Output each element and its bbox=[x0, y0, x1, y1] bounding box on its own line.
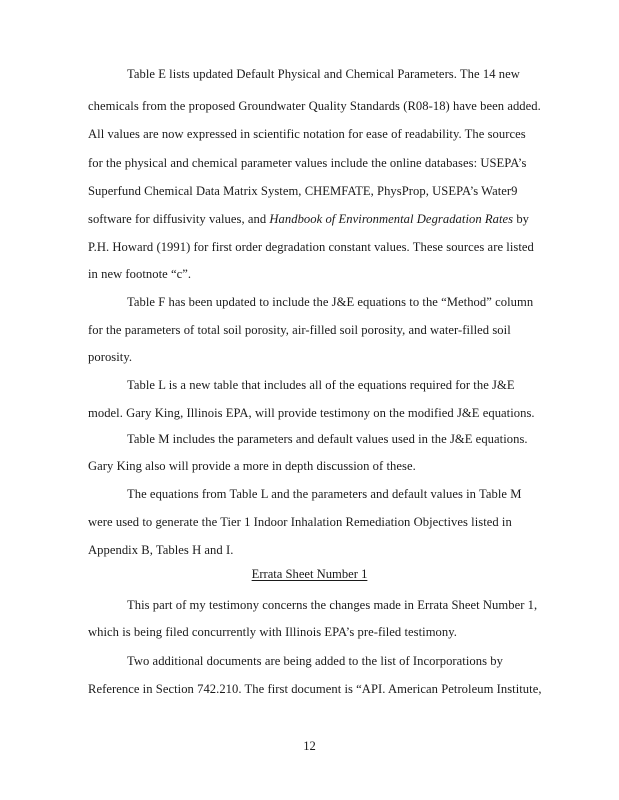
text-line bbox=[0, 96, 619, 116]
text-line bbox=[0, 540, 619, 560]
text-line bbox=[0, 622, 619, 642]
line-text: porosity. bbox=[88, 350, 133, 364]
line-text: for the physical and chemical parameter values include the online databases: USEPA’s bbox=[88, 156, 527, 170]
text-line bbox=[0, 264, 619, 284]
text-line bbox=[0, 429, 619, 449]
book-title: Handbook of Environmental Degradation Rates bbox=[269, 212, 514, 226]
line-text: Appendix B, Tables H and I. bbox=[88, 543, 234, 557]
line-text: All values are now expressed in scientific notation for ease of readability. The sources bbox=[88, 127, 526, 141]
text-line bbox=[0, 209, 619, 229]
line-text: P.H. Howard (1991) for first order degradation constant values. These sources are listed bbox=[88, 240, 534, 254]
line-text: model. Gary King, Illinois EPA, will provide testimony on the modified J&E equations. bbox=[88, 406, 535, 420]
text-line bbox=[0, 320, 619, 340]
line-text: Table E lists updated Default Physical and Chemical Parameters. The 14 new bbox=[127, 67, 520, 81]
heading-text: Errata Sheet Number 1 bbox=[251, 567, 368, 581]
line-segment: software for diffusivity values, and bbox=[88, 212, 270, 226]
text-line bbox=[0, 292, 619, 312]
text-line bbox=[0, 512, 619, 532]
line-text bbox=[88, 209, 529, 229]
text-line bbox=[0, 595, 619, 615]
text-line bbox=[0, 651, 619, 671]
line-text: Gary King also will provide a more in depth discussion of these. bbox=[88, 459, 416, 473]
line-text: Table M includes the parameters and default values used in the J&E equations. bbox=[127, 432, 528, 446]
line-text: Two additional documents are being added to the list of Incorporations by bbox=[127, 654, 503, 668]
text-line bbox=[0, 679, 619, 699]
text-line bbox=[0, 124, 619, 144]
line-text: Table L is a new table that includes all of the equations required for the J&E bbox=[127, 378, 515, 392]
line-text: were used to generate the Tier 1 Indoor Inhalation Remediation Objectives listed in bbox=[88, 515, 512, 529]
text-line bbox=[0, 375, 619, 395]
line-text: in new footnote “c”. bbox=[88, 267, 192, 281]
section-heading bbox=[0, 564, 619, 584]
line-text: Reference in Section 742.210. The first document is “API. American Petroleum Institute, bbox=[88, 682, 542, 696]
page-number-text: 12 bbox=[303, 739, 316, 753]
text-line bbox=[0, 153, 619, 173]
text-line bbox=[0, 484, 619, 504]
line-text: for the parameters of total soil porosity, air-filled soil porosity, and water-filled soil bbox=[88, 323, 511, 337]
text-line bbox=[0, 181, 619, 201]
text-line bbox=[0, 347, 619, 367]
text-line bbox=[0, 403, 619, 423]
line-text: which is being filed concurrently with Illinois EPA’s pre-filed testimony. bbox=[88, 625, 457, 639]
line-text: Superfund Chemical Data Matrix System, CHEMFATE, PhysProp, USEPA’s Water9 bbox=[88, 184, 518, 198]
line-segment: by bbox=[513, 212, 530, 226]
line-text: chemicals from the proposed Groundwater Quality Standards (R08-18) have been added. bbox=[88, 99, 541, 113]
text-line bbox=[0, 64, 619, 84]
line-text: The equations from Table L and the parameters and default values in Table M bbox=[127, 487, 522, 501]
page-number bbox=[0, 736, 619, 756]
line-text: This part of my testimony concerns the changes made in Errata Sheet Number 1, bbox=[127, 598, 538, 612]
text-line bbox=[0, 456, 619, 476]
line-text: Table F has been updated to include the J&E equations to the “Method” column bbox=[127, 295, 534, 309]
text-line bbox=[0, 237, 619, 257]
